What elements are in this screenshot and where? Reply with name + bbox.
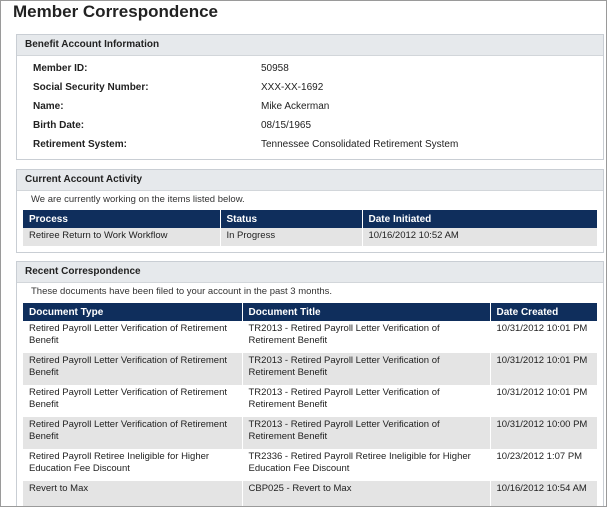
current-activity-table xyxy=(23,210,597,246)
document-title-cell: CBP025 - Revert to Max xyxy=(242,481,490,507)
birth-date-value: 08/15/1965 xyxy=(261,120,312,131)
col-document-type[interactable]: Document Type xyxy=(23,303,242,321)
correspondence-header-row xyxy=(23,303,597,321)
document-title-cell: TR2013 - Retired Payroll Letter Verification of Retirement Benefit xyxy=(242,321,490,353)
table-row[interactable] xyxy=(23,449,597,481)
document-type-cell: Retired Payroll Retiree Ineligible for Higher Education Fee Discount xyxy=(23,449,242,481)
table-row[interactable] xyxy=(23,228,597,246)
col-document-title[interactable]: Document Title xyxy=(242,303,490,321)
member-id-label: Member ID: xyxy=(33,63,88,74)
process-cell: Retiree Return to Work Workflow xyxy=(23,228,220,246)
col-date-initiated[interactable]: Date Initiated xyxy=(362,210,597,228)
col-status[interactable]: Status xyxy=(220,210,362,228)
table-row[interactable] xyxy=(23,353,597,385)
activity-header-row xyxy=(23,210,597,228)
benefit-account-header: Benefit Account Information xyxy=(17,35,603,56)
document-type-cell: Retired Payroll Letter Verification of Retirement Benefit xyxy=(23,385,242,417)
page-title: Member Correspondence xyxy=(13,2,218,21)
document-title-cell: TR2013 - Retired Payroll Letter Verification of Retirement Benefit xyxy=(242,417,490,449)
date-created-cell: 10/31/2012 10:00 PM xyxy=(490,417,597,449)
document-title-cell: TR2013 - Retired Payroll Letter Verification of Retirement Benefit xyxy=(242,353,490,385)
document-type-cell: Revert to Max xyxy=(23,481,242,507)
table-row[interactable] xyxy=(23,481,597,507)
birth-date-label: Birth Date: xyxy=(33,120,85,131)
document-type-cell: Retired Payroll Letter Verification of Retirement Benefit xyxy=(23,417,242,449)
retirement-system-label: Retirement System: xyxy=(33,139,127,150)
current-activity-header: Current Account Activity xyxy=(17,170,603,191)
document-title-cell: TR2013 - Retired Payroll Letter Verification of Retirement Benefit xyxy=(242,385,490,417)
retirement-system-value: Tennessee Consolidated Retirement System xyxy=(261,139,459,150)
recent-correspondence-header: Recent Correspondence xyxy=(17,262,603,283)
date-created-cell: 10/23/2012 1:07 PM xyxy=(490,449,597,481)
document-type-cell: Retired Payroll Letter Verification of Retirement Benefit xyxy=(23,321,242,353)
ssn-value: XXX-XX-1692 xyxy=(261,82,324,93)
document-type-cell: Retired Payroll Letter Verification of Retirement Benefit xyxy=(23,353,242,385)
col-date-created[interactable]: Date Created xyxy=(490,303,597,321)
current-activity-panel xyxy=(16,169,604,253)
date-initiated-cell: 10/16/2012 10:52 AM xyxy=(362,228,597,246)
benefit-account-panel xyxy=(16,34,604,160)
date-created-cell: 10/31/2012 10:01 PM xyxy=(490,353,597,385)
ssn-label: Social Security Number: xyxy=(33,82,149,93)
name-label: Name: xyxy=(33,101,64,112)
table-row[interactable] xyxy=(23,385,597,417)
date-created-cell: 10/31/2012 10:01 PM xyxy=(490,321,597,353)
table-row[interactable] xyxy=(23,321,597,353)
date-created-cell: 10/16/2012 10:54 AM xyxy=(490,481,597,507)
recent-correspondence-panel xyxy=(16,261,604,507)
current-activity-intro: We are currently working on the items listed below. xyxy=(31,194,245,205)
table-row[interactable] xyxy=(23,417,597,449)
col-process[interactable]: Process xyxy=(23,210,220,228)
status-cell: In Progress xyxy=(220,228,362,246)
document-title-cell: TR2336 - Retired Payroll Retiree Ineligible for Higher Education Fee Discount xyxy=(242,449,490,481)
recent-correspondence-intro: These documents have been filed to your account in the past 3 months. xyxy=(31,286,333,297)
date-created-cell: 10/31/2012 10:01 PM xyxy=(490,385,597,417)
name-value: Mike Ackerman xyxy=(261,101,330,112)
member-id-value: 50958 xyxy=(261,63,289,74)
recent-correspondence-table xyxy=(23,303,597,507)
